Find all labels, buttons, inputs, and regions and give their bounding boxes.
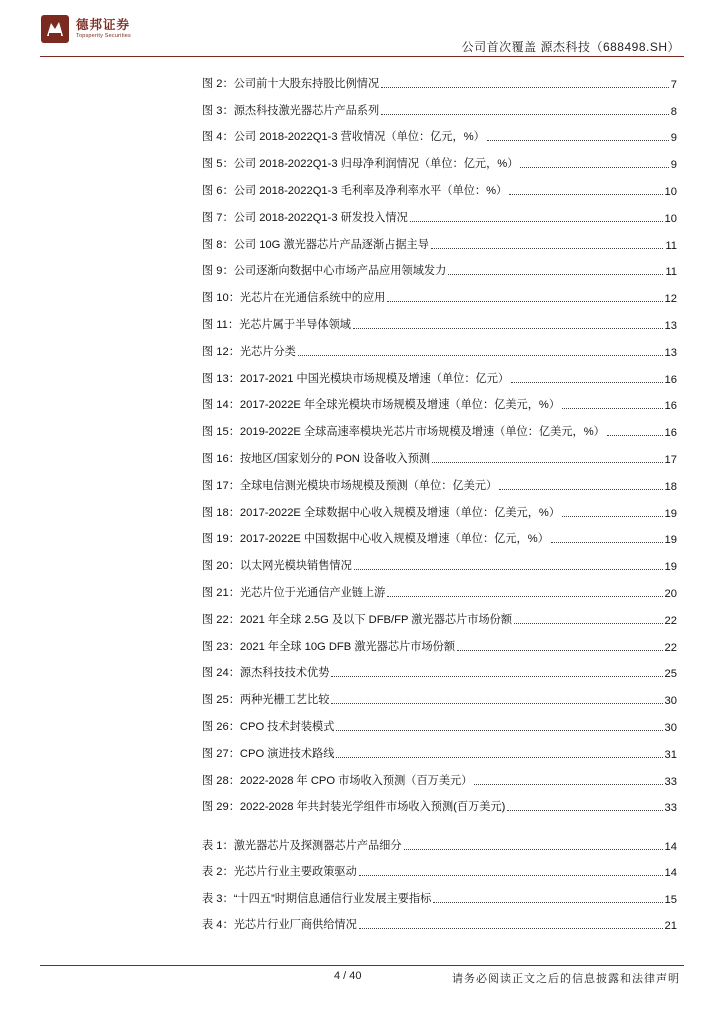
entry-page-number: 18 [664,480,677,493]
figure-toc-entry[interactable] [202,520,677,547]
entry-title: 表 1：激光器芯片及探测器芯片产品细分 [202,839,402,852]
entry-page-number: 17 [664,453,677,466]
logo-english-name: Topsperity Securities [76,33,131,39]
report-title: 公司首次覆盖 源杰科技（688498.SH） [461,40,680,54]
entry-page-number: 10 [664,212,677,225]
dot-leader [410,221,663,222]
entry-page-number: 13 [664,346,677,359]
header-divider [40,56,684,57]
entry-title: 图 4：公司 2018-2022Q1-3 营收情况（单位：亿元，%） [202,131,485,144]
table-toc-entry[interactable] [202,906,677,933]
dot-leader [433,902,662,903]
entry-title: 图 15：2019-2022E 全球高速率模块光芯片市场规模及增速（单位：亿美元，%） [202,426,605,439]
entry-title: 图 23：2021 年全球 10G DFB 激光器芯片市场份额 [202,640,456,653]
entry-title: 图 13：2017-2021 中国光模块市场规模及增速（单位：亿元） [202,372,510,385]
dot-leader [509,194,662,195]
dot-leader [562,516,662,517]
entry-page-number: 15 [664,893,677,906]
entry-page-number: 11 [665,239,677,252]
entry-page-number: 33 [664,775,677,788]
dot-leader [298,355,663,356]
figure-toc-entry[interactable] [202,359,677,386]
entry-page-number: 8 [670,105,677,118]
entry-page-number: 19 [664,507,677,520]
entry-page-number: 9 [670,132,677,145]
figure-toc-entry[interactable] [202,680,677,707]
entry-title: 图 26：CPO 技术封装模式 [202,720,335,733]
table-toc-entry[interactable] [202,853,677,880]
entry-page-number: 9 [670,159,677,172]
entry-title: 图 10：光芯片在光通信系统中的应用 [202,292,386,305]
figure-toc-entry[interactable] [202,627,677,654]
figure-toc-entry[interactable] [202,707,677,734]
entry-title: 图 3：源杰科技激光器芯片产品系列 [202,104,380,117]
entry-page-number: 16 [664,400,677,413]
dot-leader [331,703,662,704]
page-header [0,0,724,60]
entry-title: 图 21：光芯片位于光通信产业链上游 [202,586,386,599]
entry-page-number: 13 [664,319,677,332]
figure-toc-entry[interactable] [202,332,677,359]
entry-title: 图 19：2017-2022E 中国数据中心收入规模及增速（单位：亿元，%） [202,533,549,546]
entry-page-number: 25 [664,668,677,681]
entry-page-number: 20 [664,587,677,600]
dot-leader [331,676,662,677]
dot-leader [432,462,662,463]
figure-list [202,64,677,814]
entry-page-number: 10 [664,185,677,198]
entry-page-number: 21 [664,920,677,932]
entry-title: 表 4：光芯片行业厂商供给情况 [202,919,357,931]
table-toc-entry[interactable] [202,879,677,906]
figure-toc-entry[interactable] [202,761,677,788]
dot-leader [431,248,663,249]
figure-toc-entry[interactable] [202,252,677,279]
figure-toc-entry[interactable] [202,144,677,171]
dot-leader [387,596,662,597]
entry-title: 图 2：公司前十大股东持股比例情况 [202,77,380,90]
entry-page-number: 7 [670,78,677,91]
entry-title: 图 18：2017-2022E 全球数据中心收入规模及增速（单位：亿美元，%） [202,506,561,519]
entry-title: 图 17：全球电信测光模块市场规模及预测（单位：亿美元） [202,479,498,492]
entry-title: 图 24：源杰科技技术优势 [202,667,330,680]
figure-toc-entry[interactable] [202,493,677,520]
figure-toc-entry[interactable] [202,305,677,332]
entry-page-number: 16 [664,427,677,440]
entry-title: 表 2：光芯片行业主要政策驱动 [202,866,357,878]
dot-leader [404,849,663,850]
entry-title: 图 25：两种光栅工艺比较 [202,694,330,707]
dot-leader [520,167,668,168]
entry-title: 图 27：CPO 演进技术路线 [202,747,335,760]
entry-title: 图 9：公司逐渐向数据中心市场产品应用领域发力 [202,265,447,278]
entry-page-number: 19 [664,534,677,547]
figure-toc-entry[interactable] [202,466,677,493]
figure-toc-entry[interactable] [202,64,677,91]
entry-page-number: 16 [664,373,677,386]
entry-title: 图 22：2021 年全球 2.5G 及以下 DFB/FP 激光器芯片市场份额 [202,613,513,626]
entry-title: 图 5：公司 2018-2022Q1-3 归母净利润情况（单位：亿元，%） [202,158,519,171]
dot-leader [336,757,662,758]
entry-title: 图 28：2022-2028 年 CPO 市场收入预测（百万美元） [202,774,473,787]
figure-toc-entry[interactable] [202,654,677,681]
dot-leader [507,810,662,811]
figure-toc-entry[interactable] [202,412,677,439]
table-list [202,826,677,932]
figure-toc-entry[interactable] [202,734,677,761]
entry-title: 图 29：2022-2028 年共封装光学组件市场收入预测(百万美元) [202,801,506,814]
dot-leader [354,569,663,570]
entry-title: 图 8：公司 10G 激光器芯片产品逐渐占据主导 [202,238,429,251]
dot-leader [511,382,662,383]
dot-leader [487,140,669,141]
figure-toc-entry[interactable] [202,439,677,466]
figure-toc-entry[interactable] [202,225,677,252]
entry-title: 图 16：按地区/国家划分的 PON 设备收入预测 [202,452,431,465]
entry-page-number: 19 [664,561,677,574]
dot-leader [381,87,669,88]
dot-leader [336,730,662,731]
dot-leader [457,650,663,651]
entry-page-number: 14 [664,840,677,853]
entry-page-number: 12 [664,293,677,306]
figure-toc-entry[interactable] [202,198,677,225]
entry-title: 表 3：“十四五”时期信息通信行业发展主要指标 [202,892,432,905]
disclaimer-text: 请务必阅读正文之后的信息披露和法律声明 [452,973,680,985]
entry-page-number: 11 [665,266,677,279]
figure-toc-entry[interactable] [202,600,677,627]
dot-leader [387,301,662,302]
dot-leader [562,408,662,409]
dot-leader [514,623,663,624]
entry-title: 图 11：光芯片属于半导体领域 [202,318,351,331]
entry-page-number: 22 [664,614,677,627]
figure-toc-entry[interactable] [202,546,677,573]
figure-toc-entry[interactable] [202,788,677,815]
figure-toc-entry[interactable] [202,118,677,145]
logo-emblem-icon [40,14,70,44]
entry-page-number: 31 [664,748,677,761]
logo-chinese-name: 德邦证券 [76,17,131,32]
dot-leader [551,542,663,543]
dot-leader [359,928,663,929]
entry-title: 图 7：公司 2018-2022Q1-3 研发投入情况 [202,211,408,224]
entry-title: 图 12：光芯片分类 [202,345,296,358]
figure-toc-entry[interactable] [202,91,677,118]
company-logo [40,14,131,44]
dot-leader [359,875,663,876]
entry-page-number: 14 [664,867,677,879]
figure-toc-entry[interactable] [202,278,677,305]
dot-leader [607,435,663,436]
entry-title: 图 20：以太网光模块销售情况 [202,560,352,573]
entry-page-number: 30 [664,695,677,708]
footer-divider [40,965,684,966]
entry-page-number: 33 [664,802,677,815]
entry-title: 图 14：2017-2022E 年全球光模块市场规模及增速（单位：亿美元，%） [202,399,561,412]
table-toc-entry[interactable] [202,826,677,853]
dot-leader [353,328,663,329]
figure-toc-entry[interactable] [202,171,677,198]
dot-leader [381,114,669,115]
dot-leader [448,274,663,275]
entry-page-number: 22 [664,641,677,654]
page-number: 4 / 40 [334,970,362,982]
entry-title: 图 6：公司 2018-2022Q1-3 毛利率及净利率水平（单位：%） [202,184,508,197]
dot-leader [499,489,662,490]
dot-leader [474,784,662,785]
figure-toc-entry[interactable] [202,573,677,600]
entry-page-number: 30 [664,721,677,734]
figure-toc-entry[interactable] [202,386,677,413]
